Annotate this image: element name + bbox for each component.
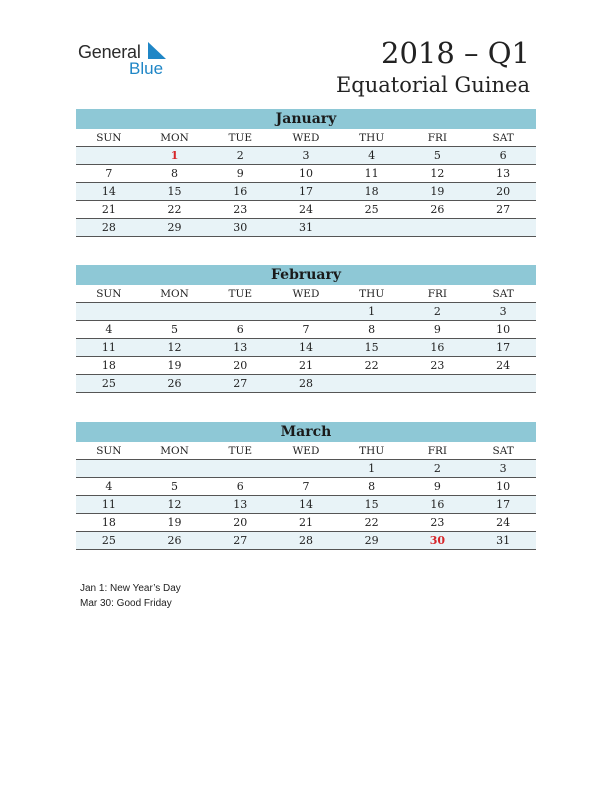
- day-cell: 27: [207, 532, 273, 550]
- day-cell: 21: [76, 201, 142, 219]
- weekday-label: SAT: [470, 129, 536, 147]
- day-cell: 8: [142, 165, 208, 183]
- day-cell: 19: [142, 514, 208, 532]
- weekday-label: WED: [273, 129, 339, 147]
- day-cell: 22: [339, 514, 405, 532]
- month-grid: [76, 129, 536, 237]
- day-cell: 15: [339, 496, 405, 514]
- day-cell: 8: [339, 478, 405, 496]
- day-cell: 7: [76, 165, 142, 183]
- day-cell: 28: [273, 532, 339, 550]
- month-name: February: [76, 265, 536, 285]
- weekday-label: SUN: [76, 285, 142, 303]
- logo-text-general: General: [78, 42, 141, 62]
- day-cell: 8: [339, 321, 405, 339]
- day-cell: 20: [470, 183, 536, 201]
- day-cell: 30: [207, 219, 273, 237]
- weekday-label: TUE: [207, 285, 273, 303]
- day-cell: [207, 303, 273, 321]
- day-cell: 4: [339, 147, 405, 165]
- week-row: [76, 219, 536, 237]
- day-cell: 21: [273, 357, 339, 375]
- weekday-label: MON: [142, 129, 208, 147]
- week-row: [76, 514, 536, 532]
- week-row: [76, 496, 536, 514]
- week-row: [76, 183, 536, 201]
- day-cell: [405, 219, 471, 237]
- day-cell: [76, 147, 142, 165]
- month-name: January: [76, 109, 536, 129]
- day-cell: 31: [470, 532, 536, 550]
- weekday-label: FRI: [405, 285, 471, 303]
- day-cell: 14: [273, 339, 339, 357]
- day-cell: 5: [405, 147, 471, 165]
- day-cell: 9: [405, 321, 471, 339]
- day-cell: 11: [76, 496, 142, 514]
- weekday-label: MON: [142, 285, 208, 303]
- week-row: [76, 339, 536, 357]
- holiday-note: Mar 30: Good Friday: [80, 597, 172, 609]
- day-cell: 29: [339, 532, 405, 550]
- day-cell: 21: [273, 514, 339, 532]
- holiday-notes: [80, 582, 181, 611]
- day-cell: [273, 460, 339, 478]
- day-cell: 13: [470, 165, 536, 183]
- weekday-label: SUN: [76, 129, 142, 147]
- day-cell: [339, 219, 405, 237]
- day-cell: 19: [142, 357, 208, 375]
- month-january: [76, 109, 536, 237]
- day-cell: 27: [470, 201, 536, 219]
- month-march: [76, 422, 536, 550]
- day-cell: 26: [142, 532, 208, 550]
- day-cell: 16: [207, 183, 273, 201]
- day-cell: 2: [405, 460, 471, 478]
- month-grid: [76, 285, 536, 393]
- day-cell: 6: [470, 147, 536, 165]
- week-row: [76, 357, 536, 375]
- day-cell: 16: [405, 339, 471, 357]
- weekday-label: SAT: [470, 285, 536, 303]
- day-cell: 24: [470, 514, 536, 532]
- logo-text-blue: Blue: [129, 59, 164, 78]
- day-cell: 13: [207, 496, 273, 514]
- day-cell: 9: [405, 478, 471, 496]
- day-cell: 17: [470, 496, 536, 514]
- day-cell: 18: [76, 357, 142, 375]
- day-cell: 9: [207, 165, 273, 183]
- day-cell: 3: [470, 303, 536, 321]
- weekday-label: SUN: [76, 442, 142, 460]
- holiday-day-cell: 30: [405, 532, 471, 550]
- page-title: 2018 – Q1: [381, 36, 530, 70]
- weekday-label: FRI: [405, 129, 471, 147]
- weekday-label: WED: [273, 442, 339, 460]
- day-cell: [405, 375, 471, 393]
- day-cell: 6: [207, 478, 273, 496]
- day-cell: 5: [142, 321, 208, 339]
- day-cell: 10: [470, 478, 536, 496]
- day-cell: 11: [76, 339, 142, 357]
- day-cell: 15: [339, 339, 405, 357]
- day-cell: 18: [339, 183, 405, 201]
- day-cell: 6: [207, 321, 273, 339]
- day-cell: [470, 219, 536, 237]
- day-cell: 11: [339, 165, 405, 183]
- logo: [78, 40, 188, 80]
- weekday-label: WED: [273, 285, 339, 303]
- day-cell: 3: [273, 147, 339, 165]
- week-row: [76, 147, 536, 165]
- day-cell: 25: [76, 375, 142, 393]
- week-row: [76, 201, 536, 219]
- weekday-label: MON: [142, 442, 208, 460]
- week-row: [76, 303, 536, 321]
- week-row: [76, 165, 536, 183]
- day-cell: 18: [76, 514, 142, 532]
- week-row: [76, 478, 536, 496]
- day-cell: 25: [76, 532, 142, 550]
- week-row: [76, 321, 536, 339]
- day-cell: [76, 303, 142, 321]
- day-cell: 3: [470, 460, 536, 478]
- weekday-label: THU: [339, 442, 405, 460]
- day-cell: 17: [273, 183, 339, 201]
- weekday-label: TUE: [207, 442, 273, 460]
- weekday-label: TUE: [207, 129, 273, 147]
- day-cell: 22: [339, 357, 405, 375]
- day-cell: 15: [142, 183, 208, 201]
- weekday-label: THU: [339, 285, 405, 303]
- day-cell: [273, 303, 339, 321]
- day-cell: 13: [207, 339, 273, 357]
- day-cell: 28: [76, 219, 142, 237]
- day-cell: [76, 460, 142, 478]
- day-cell: 20: [207, 514, 273, 532]
- day-cell: 14: [273, 496, 339, 514]
- page-subtitle: Equatorial Guinea: [335, 73, 530, 97]
- day-cell: [339, 375, 405, 393]
- day-cell: 7: [273, 478, 339, 496]
- day-cell: 26: [405, 201, 471, 219]
- day-cell: 5: [142, 478, 208, 496]
- day-cell: [470, 375, 536, 393]
- day-cell: 29: [142, 219, 208, 237]
- day-cell: 2: [405, 303, 471, 321]
- day-cell: 10: [273, 165, 339, 183]
- day-cell: 19: [405, 183, 471, 201]
- day-cell: 7: [273, 321, 339, 339]
- weekday-label: THU: [339, 129, 405, 147]
- week-row: [76, 532, 536, 550]
- day-cell: 20: [207, 357, 273, 375]
- day-cell: 1: [339, 460, 405, 478]
- month-name: March: [76, 422, 536, 442]
- day-cell: 23: [405, 514, 471, 532]
- day-cell: 14: [76, 183, 142, 201]
- logo-triangle-icon: [148, 42, 168, 60]
- week-row: [76, 375, 536, 393]
- day-cell: 23: [207, 201, 273, 219]
- day-cell: 26: [142, 375, 208, 393]
- day-cell: [142, 303, 208, 321]
- day-cell: 2: [207, 147, 273, 165]
- weekday-label: FRI: [405, 442, 471, 460]
- day-cell: 31: [273, 219, 339, 237]
- day-cell: 23: [405, 357, 471, 375]
- day-cell: [142, 460, 208, 478]
- day-cell: 4: [76, 321, 142, 339]
- holiday-note: Jan 1: New Year’s Day: [80, 583, 181, 594]
- day-cell: 12: [405, 165, 471, 183]
- month-february: [76, 265, 536, 393]
- weekday-label: SAT: [470, 442, 536, 460]
- day-cell: [207, 460, 273, 478]
- month-grid: [76, 442, 536, 550]
- day-cell: 25: [339, 201, 405, 219]
- day-cell: 12: [142, 339, 208, 357]
- day-cell: 17: [470, 339, 536, 357]
- holiday-day-cell: 1: [142, 147, 208, 165]
- day-cell: 24: [470, 357, 536, 375]
- day-cell: 28: [273, 375, 339, 393]
- day-cell: 22: [142, 201, 208, 219]
- day-cell: 1: [339, 303, 405, 321]
- day-cell: 24: [273, 201, 339, 219]
- week-row: [76, 460, 536, 478]
- day-cell: 12: [142, 496, 208, 514]
- day-cell: 4: [76, 478, 142, 496]
- day-cell: 10: [470, 321, 536, 339]
- day-cell: 27: [207, 375, 273, 393]
- day-cell: 16: [405, 496, 471, 514]
